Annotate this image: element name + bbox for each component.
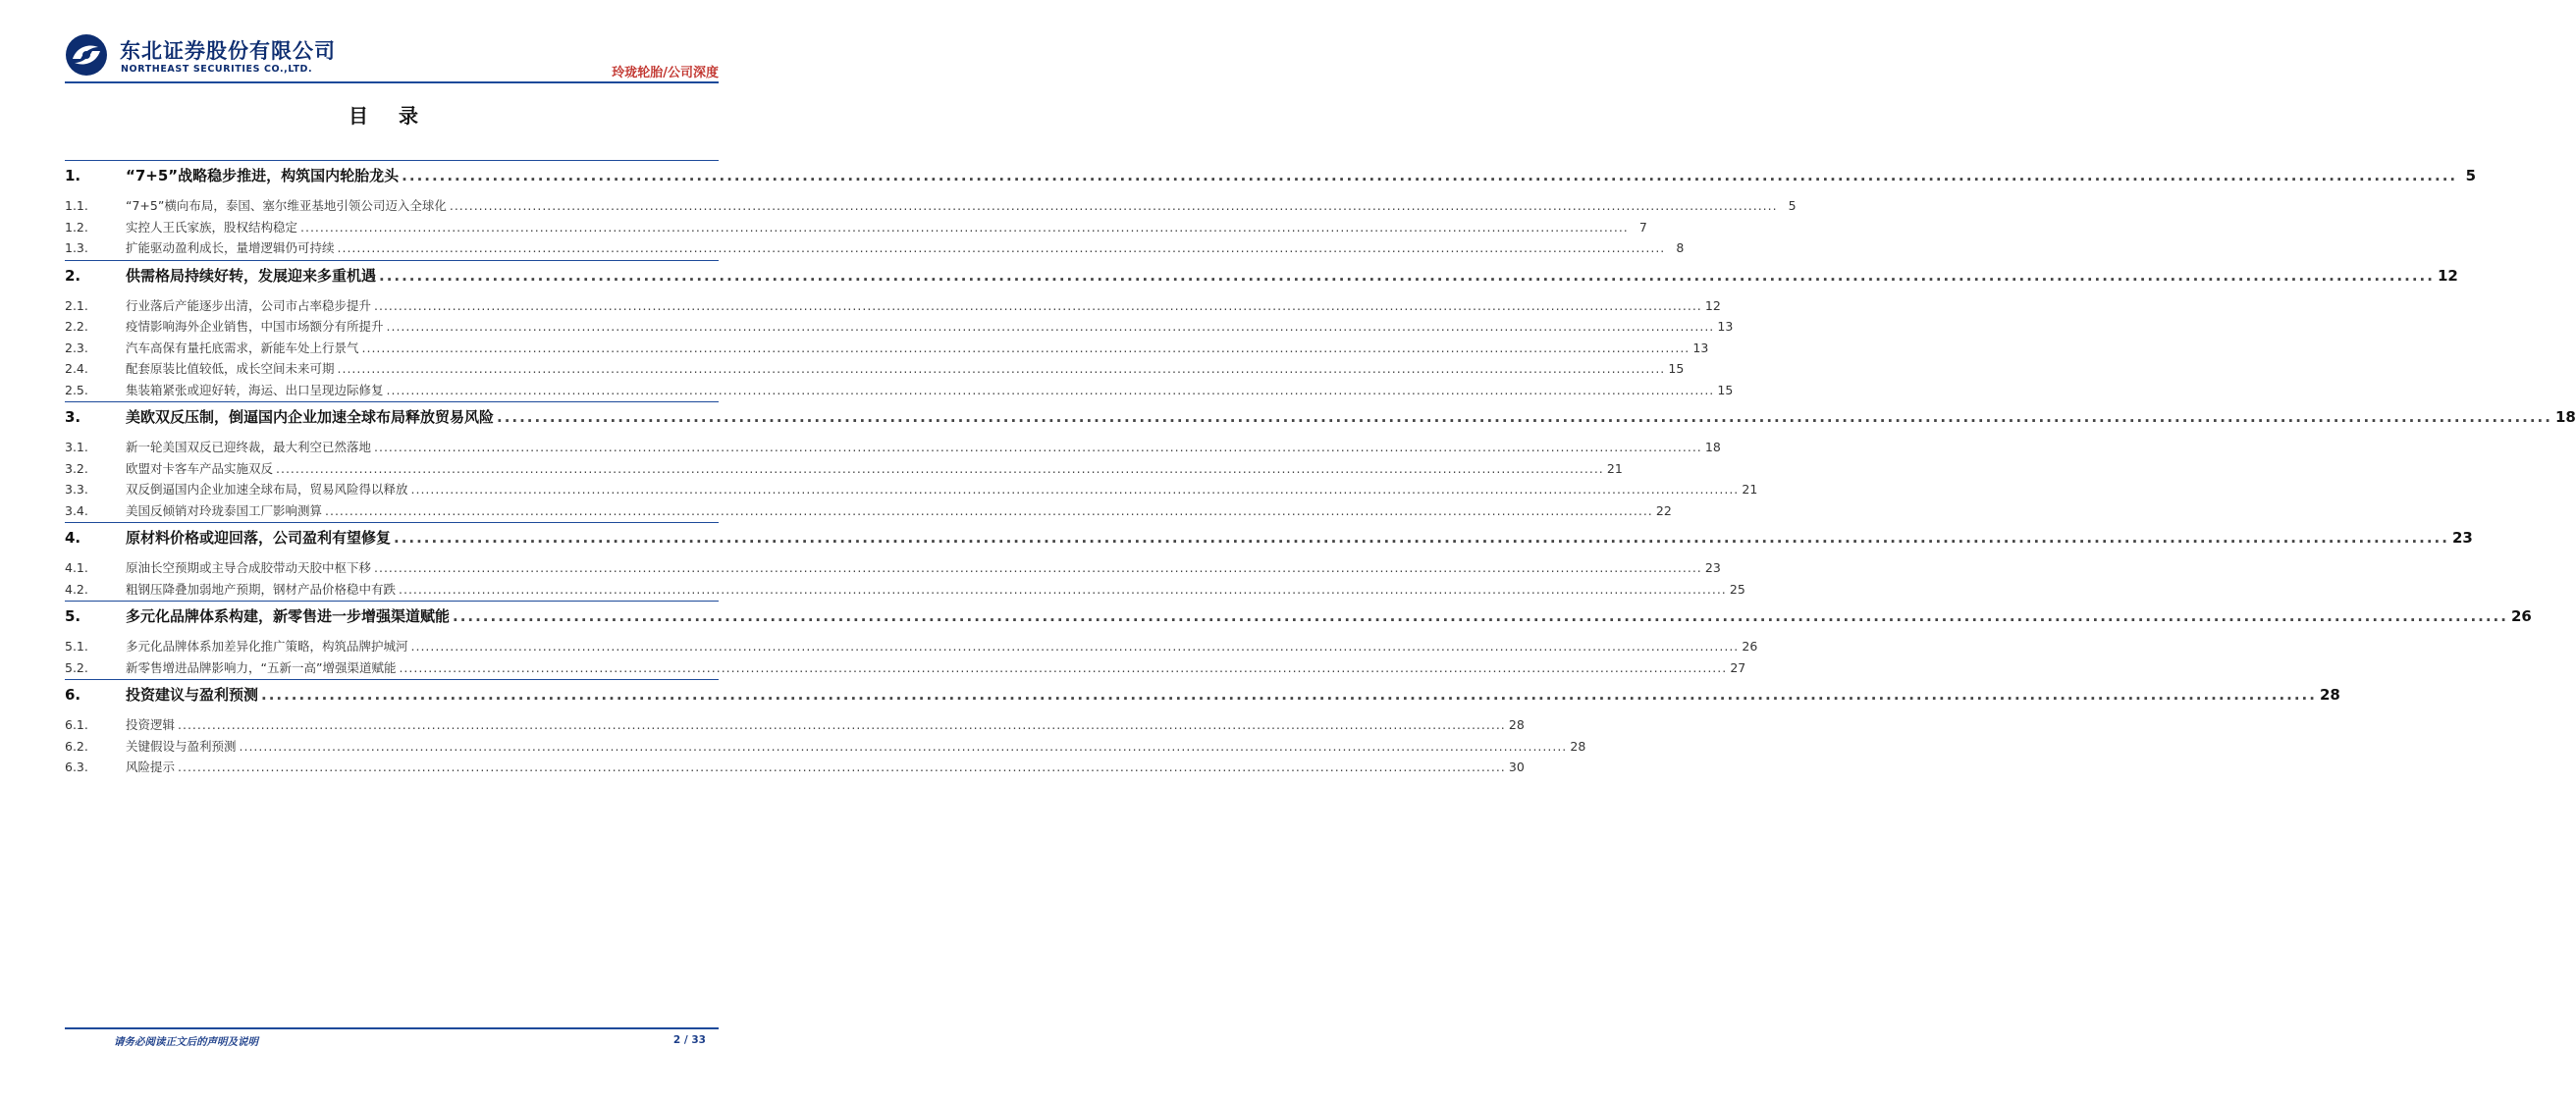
toc-subsection-entry[interactable] xyxy=(65,339,1709,360)
toc-number: 3.3. xyxy=(65,482,88,497)
toc-leader-dots xyxy=(394,529,2449,547)
toc-page-number: 18 xyxy=(2554,408,2576,426)
toc-section xyxy=(65,401,2576,522)
toc-leader-dots xyxy=(399,582,1727,597)
toc-number: 1.1. xyxy=(65,198,88,213)
toc-entry-title: 配套原装比值较低，成长空间未来可期 xyxy=(126,361,335,376)
toc-subsection-entry[interactable] xyxy=(65,238,1685,260)
toc-page-number: 8 xyxy=(1676,240,1685,255)
toc-number: 3.2. xyxy=(65,460,88,476)
toc-page-number: 25 xyxy=(1729,581,1745,597)
toc-page-number: 15 xyxy=(1717,382,1734,397)
toc-number: 4. xyxy=(65,529,81,547)
toc-entry-title: 行业落后产能逐步出清，公司市占率稳步提升 xyxy=(126,297,372,313)
toc-subsection-entry[interactable] xyxy=(65,480,1758,501)
toc-leader-dots xyxy=(379,267,2435,285)
toc-chapter-entry[interactable] xyxy=(65,527,2473,552)
toc-entry-title: 新零售增进品牌影响力，“五新一高”增强渠道赋能 xyxy=(126,659,397,675)
toc-number: 4.1. xyxy=(65,560,88,575)
footer-disclaimer: 请务必阅读正文后的声明及说明 xyxy=(114,1036,258,1048)
toc-leader-dots xyxy=(387,383,1715,397)
toc-number: 2.5. xyxy=(65,382,88,397)
toc-entry-title: 多元化品牌体系构建，新零售进一步增强渠道赋能 xyxy=(126,607,451,625)
toc-entry-title: 原油长空预期或主导合成胶带动天胶中枢下移 xyxy=(126,560,372,575)
toc-number: 6.2. xyxy=(65,738,88,754)
page-header xyxy=(65,27,719,82)
header-divider xyxy=(65,81,719,83)
toc-entry-title: 集装箱紧张或迎好转，海运、出口呈现边际修复 xyxy=(126,382,384,397)
toc-leader-dots xyxy=(261,686,2317,704)
toc-entry-title: 原材料价格或迎回落，公司盈利有望修复 xyxy=(126,529,392,547)
toc-page-number: 7 xyxy=(1638,219,1647,235)
toc-entry-title: “7+5”横向布局，泰国、塞尔维亚基地引领公司迈入全球化 xyxy=(126,198,447,213)
toc-page-number: 28 xyxy=(1570,738,1586,754)
toc-entry-title: 汽车高保有量托底需求，新能车处上行景气 xyxy=(126,340,359,355)
toc-chapter-entry[interactable] xyxy=(65,684,2340,709)
toc-number: 3.1. xyxy=(65,440,88,454)
toc-entry-title: 供需格局持续好转，发展迎来多重机遇 xyxy=(126,266,377,285)
toc-entry-title: 美国反倾销对玲珑泰国工厂影响测算 xyxy=(126,502,323,518)
toc-entry-title: 扩能驱动盈利成长，量增逻辑仍可持续 xyxy=(126,240,335,255)
toc-leader-dots xyxy=(240,739,1568,754)
toc-leader-dots xyxy=(402,167,2457,184)
toc-subsection-entry[interactable] xyxy=(65,758,1525,779)
toc-page-number: 28 xyxy=(2319,686,2340,704)
toc-leader-dots xyxy=(399,660,1727,675)
toc-subsection-entry[interactable] xyxy=(65,317,1734,339)
toc-page-number: 5 xyxy=(1788,198,1797,213)
toc-subsection-entry[interactable] xyxy=(65,637,1758,658)
toc-subsection-entry[interactable] xyxy=(65,737,1586,759)
toc-number: 2.3. xyxy=(65,340,88,355)
page-number: 2 / 33 xyxy=(672,1034,706,1046)
toc-page-number: 12 xyxy=(2437,266,2458,285)
toc-number: 2.1. xyxy=(65,297,88,313)
toc-leader-dots xyxy=(411,482,1740,497)
toc-page-number: 26 xyxy=(1742,639,1758,654)
toc-subsection-entry[interactable] xyxy=(65,438,1721,459)
toc-subsection-entry[interactable] xyxy=(65,459,1623,481)
toc-title: 目 录 xyxy=(349,104,430,128)
toc-chapter-entry[interactable] xyxy=(65,406,2576,432)
toc-section xyxy=(65,522,2473,601)
toc-subsection-entry[interactable] xyxy=(65,558,1721,580)
toc-entry-title: 新一轮美国双反已迎终裁，最大利空已然落地 xyxy=(126,440,372,454)
toc-number: 1. xyxy=(65,167,81,184)
toc-number: 2.4. xyxy=(65,361,88,376)
toc-subsection-entry[interactable] xyxy=(65,218,1647,239)
toc-page-number: 15 xyxy=(1668,361,1685,376)
toc-section xyxy=(65,679,2340,779)
toc-number: 1.2. xyxy=(65,219,88,235)
toc-number: 6. xyxy=(65,686,81,704)
toc-leader-dots xyxy=(387,319,1715,334)
toc-chapter-entry[interactable] xyxy=(65,165,2477,190)
toc-leader-dots xyxy=(374,440,1702,454)
toc-leader-dots xyxy=(338,240,1666,255)
report-tag: 玲珑轮胎/公司深度 xyxy=(612,66,719,80)
toc-chapter-entry[interactable] xyxy=(65,265,2458,290)
toc-leader-dots xyxy=(374,298,1702,313)
toc-leader-dots xyxy=(450,198,1778,213)
toc-entry-title: 多元化品牌体系加差异化推广策略，构筑品牌护城河 xyxy=(126,639,408,654)
toc-entry-title: 粗钢压降叠加弱地产预期，钢材产品价格稳中有跌 xyxy=(126,581,397,597)
toc-number: 3. xyxy=(65,408,81,426)
toc-page-number: 30 xyxy=(1508,760,1525,774)
toc-page-number: 13 xyxy=(1692,340,1709,355)
toc-number: 5.1. xyxy=(65,639,88,654)
toc-leader-dots xyxy=(338,361,1666,376)
toc-section xyxy=(65,601,2532,679)
toc-subsection-entry[interactable] xyxy=(65,715,1525,737)
toc-chapter-entry[interactable] xyxy=(65,605,2532,631)
toc-page-number: 21 xyxy=(1606,460,1623,476)
toc-leader-dots xyxy=(325,503,1653,518)
toc-number: 1.3. xyxy=(65,240,88,255)
toc-number: 4.2. xyxy=(65,581,88,597)
toc-number: 5. xyxy=(65,607,81,625)
toc-entry-title: 风险提示 xyxy=(126,760,176,774)
toc-number: 5.2. xyxy=(65,659,88,675)
toc-leader-dots xyxy=(374,560,1702,575)
toc-entry-title: 双反倒逼国内企业加速全球布局，贸易风险得以释放 xyxy=(126,482,408,497)
toc-leader-dots xyxy=(411,639,1740,654)
toc-page-number: 28 xyxy=(1508,717,1525,732)
toc-leader-dots xyxy=(497,408,2552,426)
toc-number: 3.4. xyxy=(65,502,88,518)
toc-entry-title: 投资建议与盈利预测 xyxy=(126,686,259,704)
toc-page-number: 23 xyxy=(2451,529,2473,547)
company-logo-icon xyxy=(65,33,108,77)
toc-leader-dots xyxy=(362,341,1690,355)
footer-divider xyxy=(65,1027,719,1029)
toc-page-number: 18 xyxy=(1704,440,1721,454)
toc-entry-title: 美欧双反压制，倒逼国内企业加速全球布局释放贸易风险 xyxy=(126,408,495,426)
toc-page-number: 21 xyxy=(1742,482,1758,497)
toc-leader-dots xyxy=(300,220,1629,235)
toc-leader-dots xyxy=(178,717,1506,732)
toc-page-number: 22 xyxy=(1655,502,1672,518)
toc-subsection-entry[interactable] xyxy=(65,580,1745,602)
toc-subsection-entry[interactable] xyxy=(65,296,1721,318)
toc-entry-title: 欧盟对卡客车产品实施双反 xyxy=(126,460,274,476)
toc-entry-title: 实控人王氏家族，股权结构稳定 xyxy=(126,219,298,235)
toc-entry-title: 关键假设与盈利预测 xyxy=(126,738,237,754)
toc-subsection-entry[interactable] xyxy=(65,381,1734,402)
toc-leader-dots xyxy=(276,461,1604,476)
toc-leader-dots xyxy=(453,607,2508,625)
toc-entry-title: “7+5”战略稳步推进，构筑国内轮胎龙头 xyxy=(126,167,400,184)
toc-page-number: 23 xyxy=(1704,560,1721,575)
company-name-cn: 东北证券股份有限公司 xyxy=(120,39,336,63)
table-of-contents xyxy=(65,160,2576,779)
toc-entry-title: 疫情影响海外企业销售，中国市场额分有所提升 xyxy=(126,319,384,334)
toc-number: 6.3. xyxy=(65,760,88,774)
toc-subsection-entry[interactable] xyxy=(65,359,1685,381)
toc-number: 2. xyxy=(65,266,81,285)
toc-number: 2.2. xyxy=(65,319,88,334)
toc-subsection-entry[interactable] xyxy=(65,658,1746,680)
toc-section xyxy=(65,260,2458,402)
toc-page-number: 13 xyxy=(1717,319,1734,334)
toc-page-number: 26 xyxy=(2510,607,2532,625)
toc-page-number: 12 xyxy=(1704,297,1721,313)
toc-entry-title: 投资逻辑 xyxy=(126,717,176,732)
toc-leader-dots xyxy=(178,760,1506,774)
company-name-en: NORTHEAST SECURITIES CO.,LTD. xyxy=(121,64,313,75)
toc-page-number: 5 xyxy=(2465,167,2477,184)
toc-number: 6.1. xyxy=(65,717,88,732)
toc-subsection-entry[interactable] xyxy=(65,501,1672,523)
toc-section xyxy=(65,160,2477,260)
toc-page-number: 27 xyxy=(1730,659,1746,675)
toc-subsection-entry[interactable] xyxy=(65,196,1797,218)
